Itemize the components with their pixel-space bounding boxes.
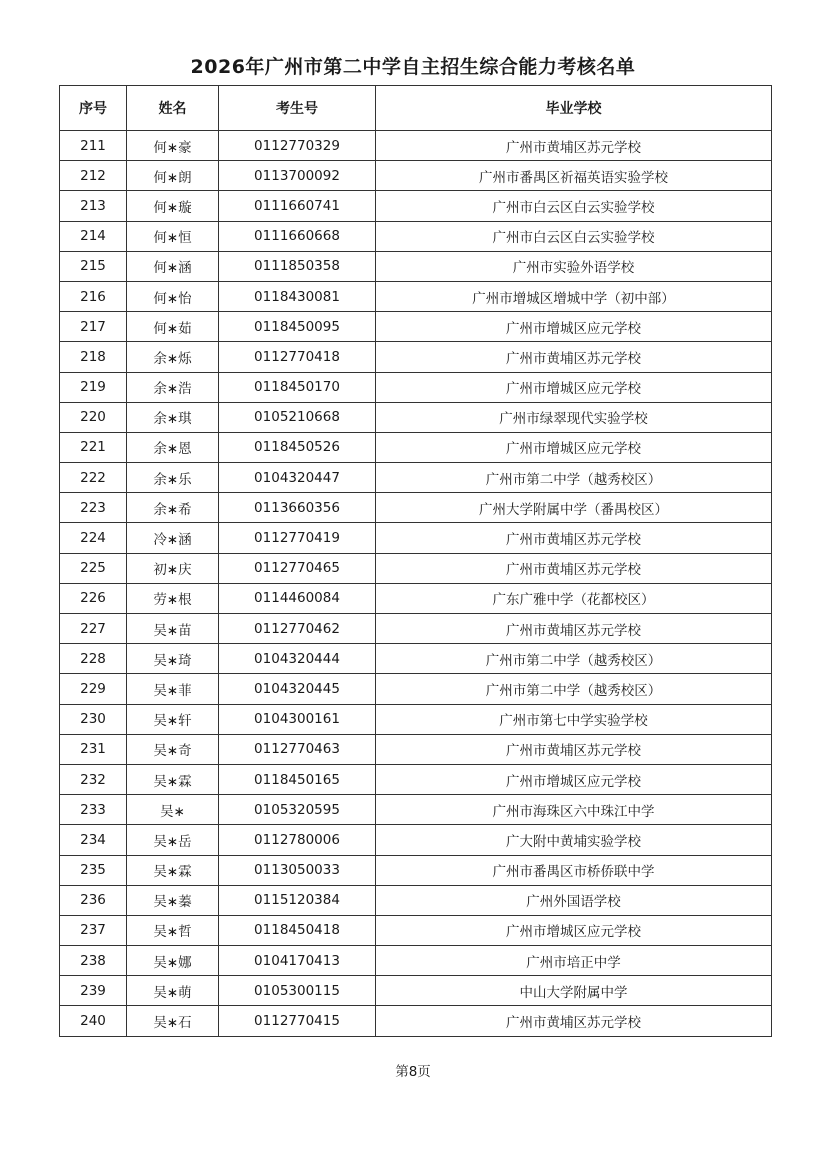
cell-serial-number: 225 xyxy=(60,553,127,583)
table-row xyxy=(60,553,772,583)
cell-name: 何∗涵 xyxy=(127,251,219,281)
cell-graduation-school: 广州大学附属中学（番禺校区） xyxy=(376,493,772,523)
table-row xyxy=(60,825,772,855)
cell-name: 何∗豪 xyxy=(127,131,219,161)
table-row xyxy=(60,674,772,704)
cell-graduation-school: 广州市培正中学 xyxy=(376,946,772,976)
cell-serial-number: 227 xyxy=(60,614,127,644)
cell-candidate-number: 0112780006 xyxy=(219,825,376,855)
page-number: 第8页 xyxy=(395,1064,431,1080)
cell-name: 吴∗奇 xyxy=(127,734,219,764)
cell-serial-number: 226 xyxy=(60,583,127,613)
table-body xyxy=(60,131,772,1037)
table-row xyxy=(60,946,772,976)
cell-name: 余∗浩 xyxy=(127,372,219,402)
cell-serial-number: 237 xyxy=(60,915,127,945)
table-row xyxy=(60,795,772,825)
cell-graduation-school: 广州市增城区增城中学（初中部） xyxy=(376,281,772,311)
cell-name: 吴∗ xyxy=(127,795,219,825)
cell-name: 吴∗岳 xyxy=(127,825,219,855)
cell-candidate-number: 0113700092 xyxy=(219,161,376,191)
cell-candidate-number: 0104320445 xyxy=(219,674,376,704)
candidate-table xyxy=(59,85,772,1037)
cell-candidate-number: 0104170413 xyxy=(219,946,376,976)
cell-serial-number: 214 xyxy=(60,221,127,251)
cell-name: 劳∗根 xyxy=(127,583,219,613)
cell-graduation-school: 广州市黄埔区苏元学校 xyxy=(376,553,772,583)
cell-candidate-number: 0111660668 xyxy=(219,221,376,251)
cell-name: 余∗希 xyxy=(127,493,219,523)
cell-graduation-school: 广州市黄埔区苏元学校 xyxy=(376,1006,772,1036)
cell-graduation-school: 广州市黄埔区苏元学校 xyxy=(376,131,772,161)
cell-candidate-number: 0112770463 xyxy=(219,734,376,764)
cell-name: 吴∗琦 xyxy=(127,644,219,674)
cell-graduation-school: 广州外国语学校 xyxy=(376,885,772,915)
cell-name: 何∗恒 xyxy=(127,221,219,251)
table-row xyxy=(60,583,772,613)
table-row xyxy=(60,523,772,553)
cell-name: 吴∗石 xyxy=(127,1006,219,1036)
cell-candidate-number: 0111660741 xyxy=(219,191,376,221)
table-row xyxy=(60,734,772,764)
cell-serial-number: 211 xyxy=(60,131,127,161)
cell-graduation-school: 广州市第二中学（越秀校区） xyxy=(376,674,772,704)
cell-candidate-number: 0118450170 xyxy=(219,372,376,402)
cell-candidate-number: 0115120384 xyxy=(219,885,376,915)
cell-name: 余∗乐 xyxy=(127,463,219,493)
cell-name: 何∗茹 xyxy=(127,312,219,342)
table-row xyxy=(60,976,772,1006)
table-row xyxy=(60,644,772,674)
cell-graduation-school: 广州市第七中学实验学校 xyxy=(376,704,772,734)
cell-graduation-school: 广州市第二中学（越秀校区） xyxy=(376,463,772,493)
table-row xyxy=(60,161,772,191)
cell-name: 吴∗蓁 xyxy=(127,885,219,915)
cell-candidate-number: 0105300115 xyxy=(219,976,376,1006)
cell-name: 吴∗娜 xyxy=(127,946,219,976)
cell-name: 初∗庆 xyxy=(127,553,219,583)
cell-serial-number: 217 xyxy=(60,312,127,342)
table-row xyxy=(60,915,772,945)
cell-graduation-school: 广州市番禺区祈福英语实验学校 xyxy=(376,161,772,191)
table-row xyxy=(60,614,772,644)
cell-serial-number: 213 xyxy=(60,191,127,221)
table-row xyxy=(60,251,772,281)
cell-serial-number: 235 xyxy=(60,855,127,885)
cell-serial-number: 220 xyxy=(60,402,127,432)
cell-graduation-school: 广州市第二中学（越秀校区） xyxy=(376,644,772,674)
cell-graduation-school: 广州市黄埔区苏元学校 xyxy=(376,614,772,644)
cell-graduation-school: 广州市黄埔区苏元学校 xyxy=(376,523,772,553)
cell-graduation-school: 广大附中黄埔实验学校 xyxy=(376,825,772,855)
cell-name: 何∗璇 xyxy=(127,191,219,221)
cell-candidate-number: 0105320595 xyxy=(219,795,376,825)
cell-name: 冷∗涵 xyxy=(127,523,219,553)
cell-candidate-number: 0114460084 xyxy=(219,583,376,613)
cell-serial-number: 218 xyxy=(60,342,127,372)
cell-serial-number: 223 xyxy=(60,493,127,523)
document-title: 2026年广州市第二中学自主招生综合能力考核名单 xyxy=(190,56,636,78)
cell-name: 余∗恩 xyxy=(127,432,219,462)
cell-serial-number: 228 xyxy=(60,644,127,674)
table-row xyxy=(60,493,772,523)
cell-candidate-number: 0104300161 xyxy=(219,704,376,734)
cell-serial-number: 221 xyxy=(60,432,127,462)
cell-name: 吴∗轩 xyxy=(127,704,219,734)
cell-serial-number: 233 xyxy=(60,795,127,825)
cell-serial-number: 239 xyxy=(60,976,127,1006)
cell-graduation-school: 广州市海珠区六中珠江中学 xyxy=(376,795,772,825)
cell-candidate-number: 0104320444 xyxy=(219,644,376,674)
cell-serial-number: 229 xyxy=(60,674,127,704)
cell-serial-number: 231 xyxy=(60,734,127,764)
cell-candidate-number: 0118450526 xyxy=(219,432,376,462)
cell-serial-number: 222 xyxy=(60,463,127,493)
cell-candidate-number: 0112770419 xyxy=(219,523,376,553)
cell-name: 何∗朗 xyxy=(127,161,219,191)
cell-graduation-school: 广州市黄埔区苏元学校 xyxy=(376,342,772,372)
cell-candidate-number: 0112770415 xyxy=(219,1006,376,1036)
table-row xyxy=(60,372,772,402)
cell-candidate-number: 0111850358 xyxy=(219,251,376,281)
table-row xyxy=(60,221,772,251)
cell-candidate-number: 0118450165 xyxy=(219,764,376,794)
cell-graduation-school: 广州市增城区应元学校 xyxy=(376,432,772,462)
cell-graduation-school: 广州市增城区应元学校 xyxy=(376,915,772,945)
cell-candidate-number: 0118450095 xyxy=(219,312,376,342)
table-row xyxy=(60,885,772,915)
cell-graduation-school: 广东广雅中学（花都校区） xyxy=(376,583,772,613)
cell-name: 吴∗苗 xyxy=(127,614,219,644)
cell-candidate-number: 0112770329 xyxy=(219,131,376,161)
table-row xyxy=(60,463,772,493)
cell-candidate-number: 0112770418 xyxy=(219,342,376,372)
table-row xyxy=(60,855,772,885)
cell-graduation-school: 广州市番禺区市桥侨联中学 xyxy=(376,855,772,885)
table-header-row xyxy=(60,86,772,131)
cell-candidate-number: 0118430081 xyxy=(219,281,376,311)
cell-name: 吴∗菲 xyxy=(127,674,219,704)
table-row xyxy=(60,1006,772,1036)
cell-serial-number: 232 xyxy=(60,764,127,794)
cell-graduation-school: 广州市增城区应元学校 xyxy=(376,764,772,794)
cell-name: 吴∗哲 xyxy=(127,915,219,945)
cell-serial-number: 234 xyxy=(60,825,127,855)
cell-graduation-school: 广州市绿翠现代实验学校 xyxy=(376,402,772,432)
cell-graduation-school: 广州市增城区应元学校 xyxy=(376,372,772,402)
table-row xyxy=(60,704,772,734)
cell-name: 吴∗霖 xyxy=(127,855,219,885)
table-row xyxy=(60,281,772,311)
table-row xyxy=(60,191,772,221)
cell-candidate-number: 0105210668 xyxy=(219,402,376,432)
header-name: 姓名 xyxy=(127,86,219,131)
header-candidate-number: 考生号 xyxy=(219,86,376,131)
cell-name: 何∗怡 xyxy=(127,281,219,311)
cell-serial-number: 240 xyxy=(60,1006,127,1036)
table-row xyxy=(60,764,772,794)
cell-serial-number: 215 xyxy=(60,251,127,281)
cell-serial-number: 224 xyxy=(60,523,127,553)
cell-serial-number: 236 xyxy=(60,885,127,915)
cell-name: 吴∗霖 xyxy=(127,764,219,794)
cell-serial-number: 230 xyxy=(60,704,127,734)
cell-candidate-number: 0118450418 xyxy=(219,915,376,945)
cell-serial-number: 219 xyxy=(60,372,127,402)
table-row xyxy=(60,342,772,372)
table-row xyxy=(60,131,772,161)
cell-graduation-school: 广州市实验外语学校 xyxy=(376,251,772,281)
cell-graduation-school: 中山大学附属中学 xyxy=(376,976,772,1006)
cell-candidate-number: 0113050033 xyxy=(219,855,376,885)
table-row xyxy=(60,312,772,342)
cell-graduation-school: 广州市黄埔区苏元学校 xyxy=(376,734,772,764)
cell-candidate-number: 0104320447 xyxy=(219,463,376,493)
cell-graduation-school: 广州市增城区应元学校 xyxy=(376,312,772,342)
cell-serial-number: 216 xyxy=(60,281,127,311)
cell-name: 吴∗萌 xyxy=(127,976,219,1006)
header-graduation-school: 毕业学校 xyxy=(376,86,772,131)
cell-serial-number: 238 xyxy=(60,946,127,976)
cell-serial-number: 212 xyxy=(60,161,127,191)
cell-candidate-number: 0112770462 xyxy=(219,614,376,644)
cell-candidate-number: 0112770465 xyxy=(219,553,376,583)
cell-name: 余∗琪 xyxy=(127,402,219,432)
table-row xyxy=(60,432,772,462)
table-row xyxy=(60,402,772,432)
cell-graduation-school: 广州市白云区白云实验学校 xyxy=(376,191,772,221)
cell-candidate-number: 0113660356 xyxy=(219,493,376,523)
cell-name: 余∗烁 xyxy=(127,342,219,372)
cell-graduation-school: 广州市白云区白云实验学校 xyxy=(376,221,772,251)
header-serial-number: 序号 xyxy=(60,86,127,131)
